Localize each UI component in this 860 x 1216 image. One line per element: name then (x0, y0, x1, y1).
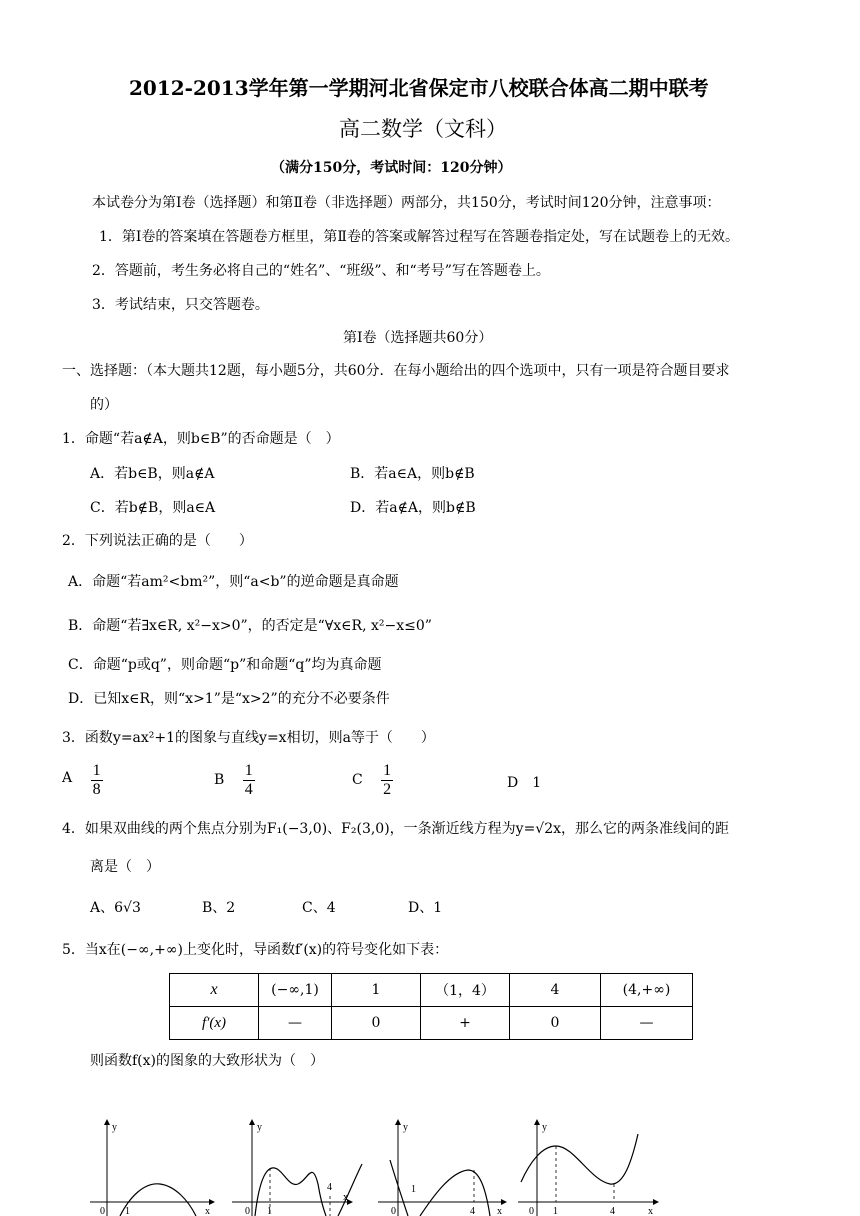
q4-option-a: A、6√3 (90, 900, 141, 916)
table-cell: — (601, 1007, 693, 1040)
graph-b-x-label: x (343, 1192, 348, 1203)
graph-d-tick-1: 1 (553, 1206, 558, 1216)
q4-option-c: C、4 (302, 900, 336, 916)
graph-b-tick-1: 1 (267, 1206, 272, 1216)
graph-c-y-label: y (403, 1122, 408, 1133)
q3-option-b-numerator: 1 (244, 762, 253, 779)
section1-heading: 第Ⅰ卷（选择题共60分） (343, 330, 493, 346)
graph-c-tick-1: 1 (411, 1184, 416, 1195)
q2-stem: 2．下列说法正确的是（ ） (62, 533, 253, 549)
q3-option-a-label: A (62, 770, 73, 787)
graph-c-tick-4: 4 (470, 1206, 475, 1216)
q2-option-b: B．命题“若∃x∈R, x²−x>0”，的否定是“∀x∈R, x²−x≤0” (68, 618, 432, 634)
instructions-intro: 本试卷分为第Ⅰ卷（选择题）和第Ⅱ卷（非选择题）两部分，共150分，考试时间120分钟，注意事项： (92, 195, 721, 211)
graph-a-x-label: x (205, 1206, 210, 1216)
q3-option-b-fraction (243, 762, 255, 798)
instruction-item-2: 2．答题前，考生务必将自己的“姓名”、“班级”、和“考号”写在答题卷上。 (92, 263, 550, 279)
table-header-cell: (4,+∞) (601, 974, 693, 1007)
q3-option-c-numerator: 1 (383, 762, 392, 779)
graph-d-origin-label: 0 (529, 1206, 534, 1216)
table-header-cell: （1，4） (421, 974, 510, 1007)
graph-d-x-label: x (648, 1206, 653, 1216)
q5-follow: 则函数f(x)的图象的大致形状为（ ） (90, 1053, 325, 1069)
q3-option-a-denominator: 8 (92, 780, 101, 798)
table-cell: f′(x) (170, 1007, 259, 1040)
q1-stem: 1．命题“若a∉A，则b∈B”的否命题是（ ） (62, 431, 340, 447)
graph-a-tick-1: 1 (125, 1206, 130, 1216)
graph-d (518, 1122, 656, 1216)
table-row (170, 974, 693, 1007)
table-header-cell: 4 (510, 974, 601, 1007)
graph-d-curve (521, 1134, 638, 1184)
q3-option-c (352, 762, 393, 798)
part1-description-cont: 的） (90, 397, 118, 413)
instruction-item-1: 1．第Ⅰ卷的答案填在答题卷方框里，第Ⅱ卷的答案或解答过程写在答题卷指定处，写在试题卷上的无效。 (99, 229, 739, 245)
q3-option-c-denominator: 2 (383, 780, 392, 798)
graph-c-origin-label: 0 (391, 1206, 396, 1216)
q1-option-d: D．若a∉A，则b∉B (350, 500, 476, 516)
q2-option-d: D．已知x∈R，则“x>1”是“x>2”的充分不必要条件 (68, 691, 390, 707)
q1-option-a: A．若b∈B，则a∉A (90, 466, 215, 482)
q3-stem: 3．函数y=ax²+1的图象与直线y=x相切，则a等于（ ） (62, 730, 435, 746)
table-cell: — (259, 1007, 332, 1040)
graph-d-tick-4: 4 (610, 1206, 615, 1216)
q2-option-a: A．命题“若am²<bm²”，则“a<b”的逆命题是真命题 (68, 574, 399, 590)
graph-b (232, 1122, 362, 1216)
table-cell: 0 (510, 1007, 601, 1040)
q4-stem-cont: 离是（ ） (90, 859, 160, 875)
graph-b-curve (255, 1168, 326, 1216)
graph-c (378, 1122, 504, 1216)
q2-option-c: C．命题“p或q”，则命题“p”和命题“q”均为真命题 (68, 657, 382, 673)
graph-a (90, 1122, 212, 1216)
graph-b-y-label: y (257, 1122, 262, 1133)
exam-title: 2012-2013学年第一学期河北省保定市八校联合体高二期中联考 (129, 76, 709, 100)
q3-option-b (214, 762, 255, 798)
q1-option-c: C．若b∉B，则a∈A (90, 500, 216, 516)
q5-graph-options (0, 1100, 860, 1216)
instruction-item-3: 3．考试结束，只交答题卷。 (92, 297, 269, 313)
q3-option-b-label: B (214, 772, 225, 789)
table-header-cell: 1 (332, 974, 421, 1007)
q3-option-c-fraction (381, 762, 393, 798)
graph-a-y-label: y (112, 1122, 117, 1133)
exam-subtitle: 高二数学（文科） (339, 117, 507, 141)
q3-option-a (62, 762, 103, 798)
part1-description: 一、选择题：（本大题共12题，每小题5分，共60分．在每小题给出的四个选项中，只有一项是符合题目要求 (62, 363, 730, 379)
q3-option-d: D 1 (507, 775, 542, 791)
table-cell: 0 (332, 1007, 421, 1040)
q4-stem: 4．如果双曲线的两个焦点分别为F₁(−3,0)、F₂(3,0)，一条渐近线方程为y=√2x，那么它的两条准线间的距 (62, 821, 730, 837)
graph-a-origin-label: 0 (100, 1206, 105, 1216)
table-cell: + (421, 1007, 510, 1040)
graph-a-curve (120, 1184, 196, 1216)
q3-option-a-numerator: 1 (92, 762, 101, 779)
q3-option-b-denominator: 4 (244, 780, 253, 798)
graph-c-x-label: x (497, 1206, 502, 1216)
q3-option-c-label: C (352, 772, 363, 789)
exam-info: （满分150分，考试时间：120分钟） (271, 160, 512, 176)
graph-d-y-label: y (542, 1122, 547, 1133)
q5-stem: 5．当x在(−∞,+∞)上变化时，导函数f′(x)的符号变化如下表： (62, 942, 449, 958)
graph-b-origin-label: 0 (245, 1206, 250, 1216)
table-row (170, 1007, 693, 1040)
derivative-sign-table (169, 973, 693, 1040)
q3-option-a-fraction (91, 762, 103, 798)
q4-option-d: D、1 (408, 900, 443, 916)
q4-option-b: B、2 (202, 900, 236, 916)
table-header-cell: (−∞,1) (259, 974, 332, 1007)
q1-option-b: B．若a∈A，则b∉B (350, 466, 475, 482)
graph-b-tick-4: 4 (327, 1182, 332, 1193)
table-header-cell: x (170, 974, 259, 1007)
graph-c-curve (420, 1170, 490, 1216)
